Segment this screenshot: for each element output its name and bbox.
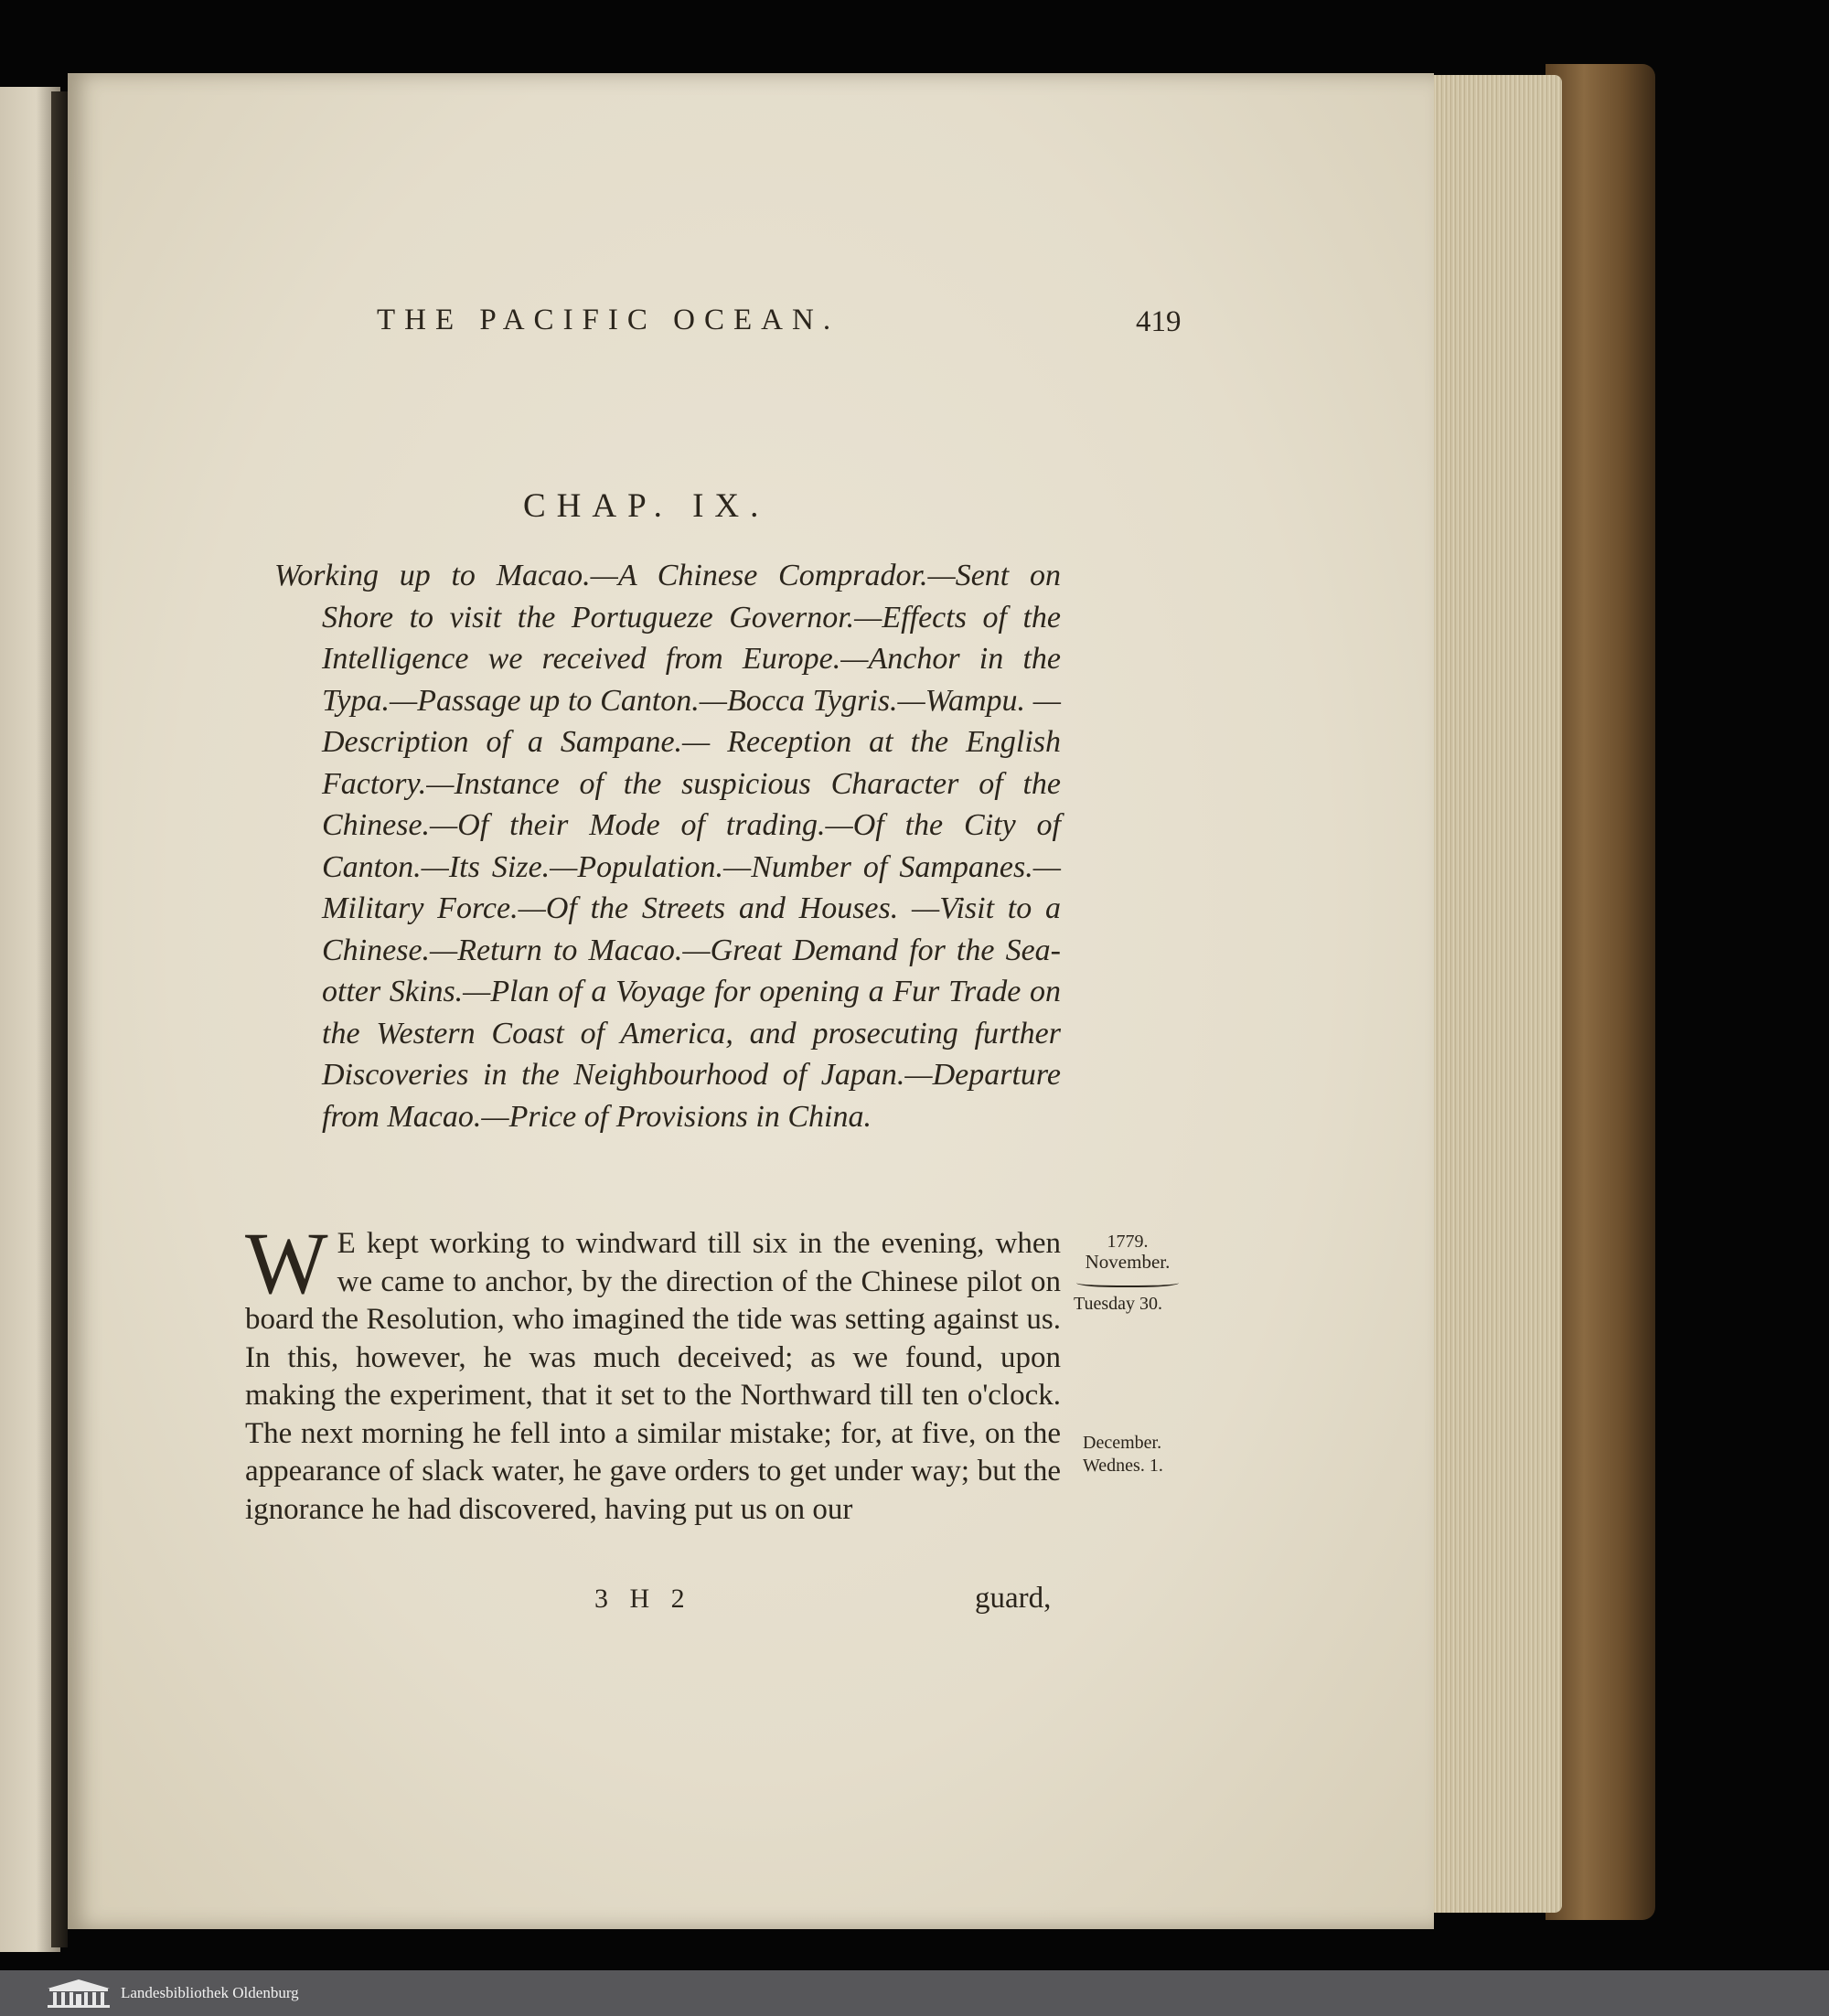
running-head: THE PACIFIC OCEAN. (377, 304, 840, 336)
body-paragraph (245, 1214, 1061, 1529)
book-gutter (51, 91, 68, 1947)
signature-mark: 3 H 2 (594, 1584, 692, 1614)
page-stack-edges (1425, 75, 1562, 1913)
margin-month: November. (1085, 1251, 1171, 1273)
footer-bar (0, 1970, 1829, 2016)
footer-institution: Landesbibliothek Oldenburg (121, 1984, 299, 2001)
margin-day-second: Wednes. 1. (1083, 1456, 1163, 1476)
chapter-synopsis: Working up to Macao.—A Chinese Comprador.—Sent on Shore to visit the Portugueze Governor.—Effects of the Intelligence we received from Europe.—Anchor in the Typa.—Passage up to Canton.—Bocca Tygris.—Wampu. —Description of a Sampane.— Reception at the English Factory.—Instance of the suspicious Character of the Chinese.—Of their Mode of trading.—Of the City of Canton.—Its Size.—Population.—Number of Sampanes.—Military Force.—Of the Streets and Houses. —Visit to a Chinese.—Return to Macao.—Great Demand for the Sea-otter Skins.—Plan of a Voyage for opening a Fur Trade on the Western Coast of America, and prosecuting further Discoveries in the Neighbourhood of Japan.—Departure from Macao.—Price of Provisions in China. (274, 559, 1061, 1134)
margin-year: 1779. (1107, 1232, 1149, 1252)
drop-cap: W (245, 1214, 328, 1312)
body-text: E kept working to windward till six in the evening, when we came to anchor, by the direction of the Chinese pilot on board the Resolution, who imagined the tide was setting against us. In this, however, he was much deceived; as we found, upon making the experiment, that it set to the Northward till ten o'clock. The next morning he fell into a similar mistake; for, at five, on the appearance of slack water, he gave orders to get under way; but the ignorance he had discovered, having put us on our (245, 1227, 1061, 1526)
chapter-title: CHAP. IX. (523, 487, 770, 525)
catchword: guard, (975, 1582, 1052, 1615)
page-number: 419 (1136, 305, 1182, 338)
margin-brace (1076, 1276, 1179, 1287)
margin-note-date (1068, 1232, 1187, 1315)
margin-note-date-second (1072, 1432, 1191, 1477)
margin-day: Tuesday 30. (1074, 1294, 1163, 1314)
margin-month-second: December. (1083, 1433, 1162, 1453)
book-cover-edge (1546, 64, 1655, 1920)
library-building-logo-icon (46, 1978, 112, 2009)
